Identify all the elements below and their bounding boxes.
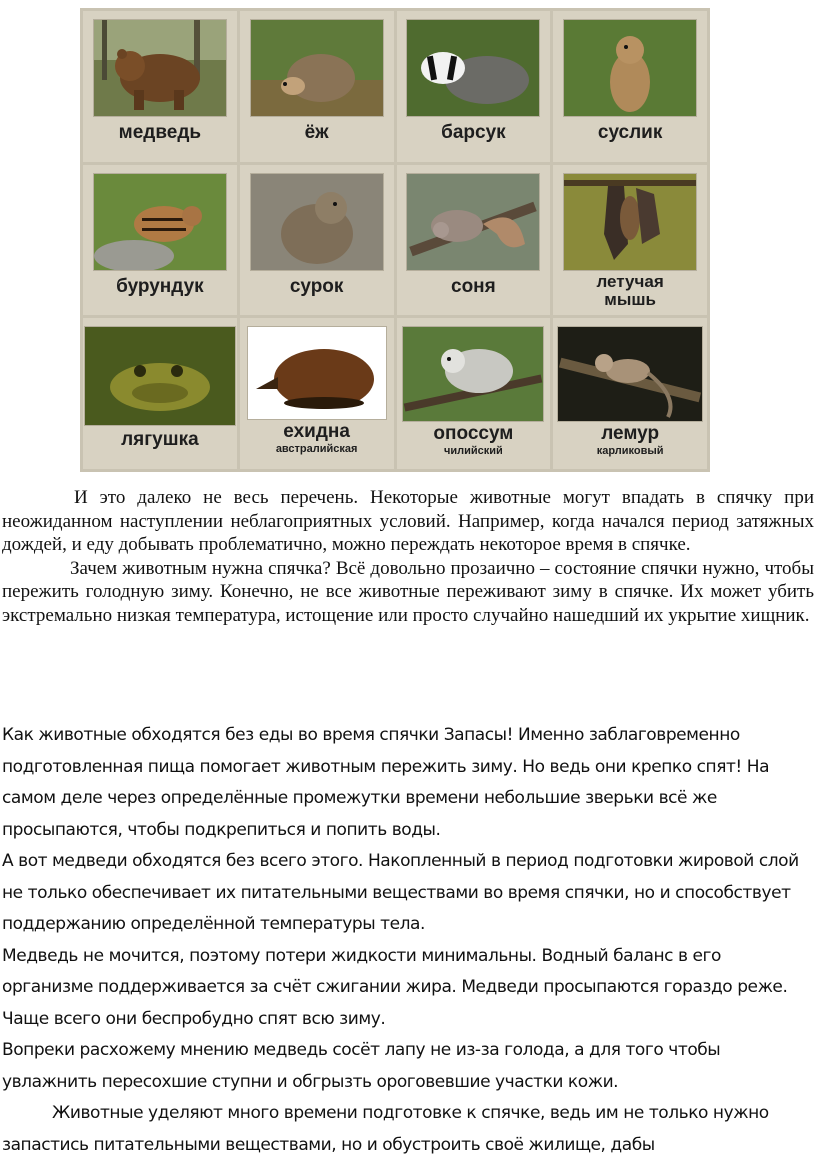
animal-card-bat	[553, 165, 707, 316]
paragraph: Медведь не мочится, поэтому потери жидкости минимальны. Водный баланс в его организме поддерживается за счёт сжигании жира. Медведи просыпаются гораздо реже. Чаще всего они беспробудно спят всю зиму.	[2, 945, 788, 1029]
bear-photo	[93, 19, 227, 117]
bat-photo	[563, 173, 697, 271]
animal-card-chipmunk	[83, 165, 237, 316]
animal-name: соня	[451, 275, 496, 297]
animal-card-lemur	[553, 318, 707, 469]
animal-card-echidna	[240, 318, 394, 469]
animal-name: суслик	[597, 122, 663, 143]
animal-card-frog	[83, 318, 237, 469]
animal-card-hedgehog	[240, 11, 394, 162]
animal-name: медведь	[118, 122, 202, 143]
opossum-photo	[402, 326, 544, 422]
animal-name: сурок	[289, 275, 344, 297]
paragraph: Зачем животным нужна спячка? Всё довольно прозаично – состояние спячки нужно, чтобы пережить голодную зиму. Конечно, не все животные переживают зиму в спячке. Их может убить экстремально низкая температура, истощение или просто случайно нашедший их укрытие хищник.	[2, 557, 814, 626]
lemur-photo	[557, 326, 703, 422]
paragraph: Животные уделяют много времени подготовке к спячке, ведь им не только нужно запастись питательными веществами, но и обустроить своё жилище, дабы	[2, 1103, 769, 1155]
animal-name: лягушка	[121, 429, 199, 451]
frog-photo	[84, 326, 236, 426]
animal-name: ёж	[304, 122, 329, 143]
animal-card-gopher	[553, 11, 707, 162]
chipmunk-photo	[93, 173, 227, 271]
animal-name: опоссум	[433, 423, 514, 445]
paragraph: Вопреки расхожему мнению медведь сосёт лапу не из-за голода, а для того чтобы увлажнить пересохшие ступни и обгрызть ороговевшие участки кожи.	[2, 1040, 721, 1092]
serif-text-block	[0, 486, 816, 627]
animal-subtitle: австралийская	[275, 443, 358, 456]
paragraph: А вот медведи обходятся без всего этого. Накопленный в период подготовки жировой слой не только обеспечивает их питательными веществами во время спячки, но и способствует поддержанию определённой температуры тела.	[2, 851, 799, 934]
animal-name: ехидна	[283, 421, 350, 443]
animal-subtitle: чилийский	[443, 445, 503, 458]
dormouse-photo	[406, 173, 540, 271]
animals-grid	[80, 8, 710, 472]
animal-name: летучая мышь	[596, 271, 664, 309]
paragraph: Как животные обходятся без еды во время спячки Запасы! Именно заблаговременно подготовленная пища помогает животным пережить зиму. Но ведь они крепко спят! На самом деле через определённые промежутки времени небольшие зверьки всё же просыпаются, чтобы подкрепиться и попить воды.	[2, 725, 770, 840]
hedgehog-photo	[250, 19, 384, 117]
animal-card-badger	[397, 11, 551, 162]
animal-subtitle: карликовый	[596, 445, 664, 458]
animal-card-opossum	[397, 318, 551, 469]
echidna-photo	[247, 326, 387, 420]
animal-name: бурундук	[116, 275, 204, 297]
animal-name: барсук	[441, 122, 506, 143]
animal-card-dormouse	[397, 165, 551, 316]
paragraph: И это далеко не весь перечень. Некоторые животные могут впадать в спячку при неожиданном наступлении неблагоприятных условий. Например, когда начался период затяжных дождей, и еду добывать проблематично, можно переждать некоторое время в спячке.	[2, 487, 814, 555]
marmot-photo	[250, 173, 384, 271]
animal-card-marmot	[240, 165, 394, 316]
animal-card-bear	[83, 11, 237, 162]
animal-name: лемур	[601, 423, 660, 445]
gopher-photo	[563, 19, 697, 117]
sans-text-block	[0, 720, 816, 1161]
badger-photo	[406, 19, 540, 117]
